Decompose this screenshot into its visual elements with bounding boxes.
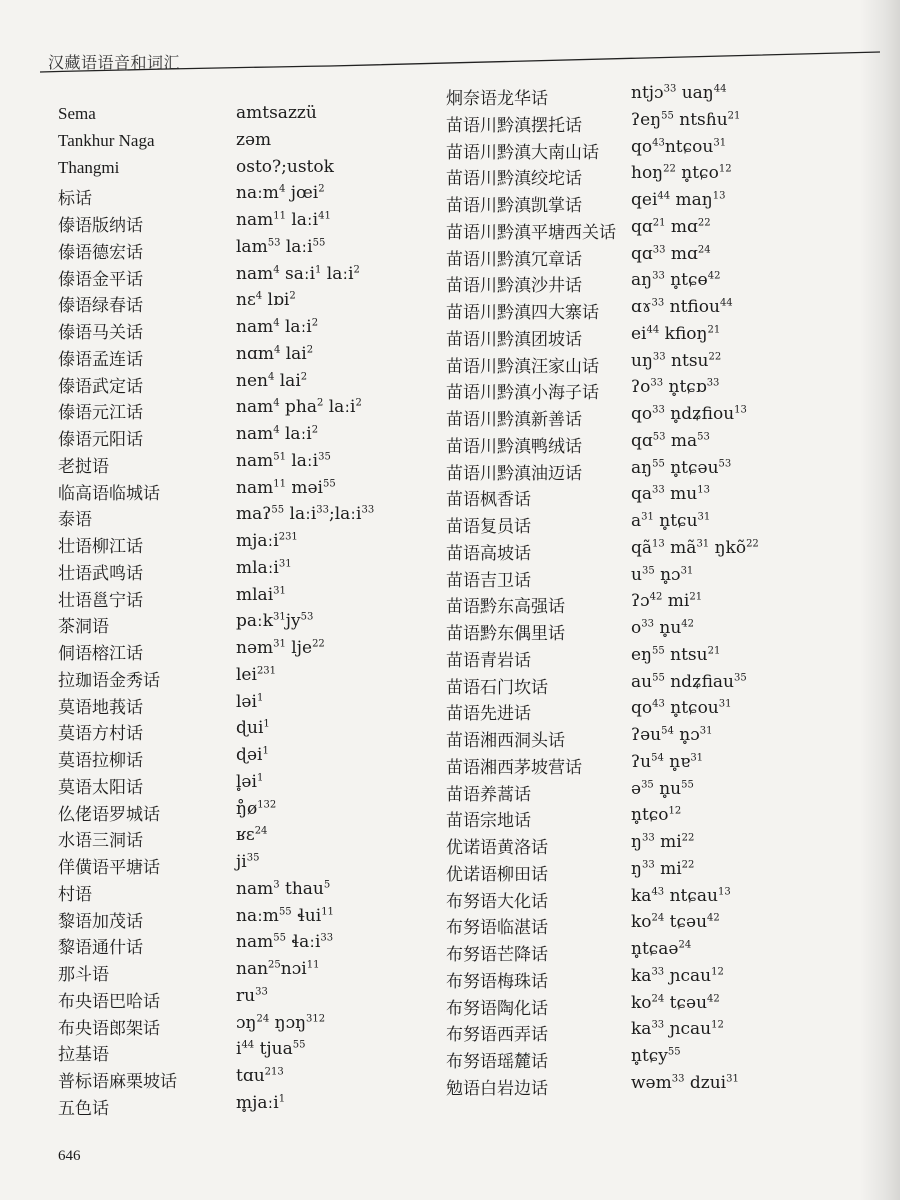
word-form: $ka^{33}$ ɲcau$^{12}$ (631, 1019, 724, 1040)
language-name: 壮语柳江话 (58, 537, 143, 556)
word-form: mjaːi$^{231}$ (236, 531, 298, 551)
word-form: $a^{31}$ n̥tɕu$^{31}$ (631, 511, 711, 531)
word-form: amtsazzü (236, 103, 317, 123)
language-name: 苗语川黔滇油迈话 (446, 463, 582, 483)
language-name: 布努语瑶麓话 (446, 1052, 548, 1071)
language-name: 苗语石门坎话 (446, 677, 548, 697)
language-name: 傣语金平话 (58, 269, 143, 289)
language-name: 苗语宗地话 (446, 811, 531, 831)
word-form: $ka^{33}$ ɲcau$^{12}$ (631, 965, 724, 986)
language-name: 苗语川黔滇平塘西关话 (446, 222, 616, 242)
language-name: 苗语川黔滇沙井话 (446, 276, 582, 296)
language-name: 苗语川黔滇汪家山话 (446, 356, 599, 376)
language-name: 布努语陶化话 (446, 998, 548, 1018)
word-form: wəm$^{33}$ dzui$^{31}$ (631, 1072, 739, 1093)
language-name: 苗语川黔滇团坡话 (446, 329, 582, 349)
language-name: 傣语德宏话 (58, 242, 143, 262)
word-form: ɖui$^1$ (236, 718, 270, 739)
language-name: 茶洞语 (58, 617, 109, 637)
language-name: 泰语 (58, 510, 92, 530)
language-name: 苗语川黔滇鸭绒话 (446, 436, 582, 456)
word-form: nam$^4$ laːi$^2$ (236, 424, 319, 444)
language-name: 苗语川黔滇凯掌话 (446, 196, 582, 215)
word-form: lei$^{231}$ (236, 664, 277, 685)
language-name: 壮语邕宁话 (58, 590, 143, 610)
language-name: 普标语麻栗坡话 (58, 1072, 177, 1091)
word-form: nam$^3$ thau$^5$ (236, 878, 331, 899)
language-name: 村语 (58, 884, 92, 904)
language-name: 黎语加茂话 (58, 911, 143, 931)
word-form: nɑm$^4$ lai$^2$ (236, 343, 314, 364)
language-name: 拉珈语金秀话 (58, 670, 160, 690)
word-form: nam$^4$ saːi$^1$ laːi$^2$ (236, 263, 360, 284)
word-form: ə$^{35}$ $n̥u^{55}$ (631, 778, 694, 799)
word-form: $qa^{33}$ $mu^{13}$ (631, 484, 710, 505)
word-form: $ŋ̊ø^{132}$ (236, 798, 277, 819)
word-form: qei$^{44}$ maŋ$^{13}$ (631, 190, 726, 210)
word-form: nan$^{25}$nɔi$^{11}$ (236, 959, 320, 979)
word-form: lam$^{53}$ laːi$^{55}$ (236, 236, 326, 257)
language-name: 布央语郎架话 (58, 1018, 160, 1038)
word-form: $ru^{33}$ (236, 985, 268, 1006)
word-form: $ei^{44}$ kfioŋ$^{21}$ (631, 323, 721, 344)
word-form: $aŋ^{55}$ n̥tɕəu$^{53}$ (631, 457, 732, 478)
language-name: 苗语枫香话 (446, 490, 531, 510)
language-name: 布努语芒降话 (446, 945, 548, 964)
word-form: zəm (236, 129, 272, 150)
word-form: mlaːi$^{31}$ (236, 557, 292, 578)
language-name: 苗语川黔滇摆托话 (446, 115, 582, 135)
word-form: ɑɤ$^{33}$ ntfiou$^{44}$ (631, 297, 733, 317)
word-form: n̥tɕo$^{12}$ (631, 805, 682, 826)
word-form: qɑ$^{33}$ mɑ$^{24}$ (631, 243, 711, 264)
word-form: nam$^4$ pha$^2$ laːi$^2$ (236, 397, 362, 418)
word-form: ʔu$^{54}$ n̥ɐ$^{31}$ (631, 751, 704, 772)
language-name: 傣语绿春话 (58, 296, 143, 316)
language-name: 那斗语 (58, 965, 109, 984)
word-form: $ko^{24}$ tɕəu$^{42}$ (631, 912, 720, 933)
word-form: nɛ$^4$ lɒi$^2$ (236, 290, 296, 311)
language-name: 苗语川黔滇冗章话 (446, 249, 582, 269)
word-form: $u^{35}$ n̥ɔ$^{31}$ (631, 564, 694, 585)
language-name: 五色话 (58, 1098, 109, 1118)
word-form: maʔ$^{55}$ laːi$^{33}$;laːi$^{33}$ (236, 504, 375, 525)
word-form: ntjɔ$^{33}$ uaŋ$^{44}$ (631, 83, 727, 103)
language-name: 苗语川黔滇小海子话 (446, 383, 599, 403)
language-name: Sema (58, 104, 96, 123)
word-form: naːm$^{55}$ ɬui$^{11}$ (236, 905, 334, 926)
language-name: 黎语通什话 (58, 938, 143, 958)
language-name: 苗语黔东偶里话 (446, 624, 565, 643)
word-form: mlai$^{31}$ (236, 584, 286, 605)
language-name: 傣语版纳话 (58, 216, 143, 235)
word-form: ʁɛ$^{24}$ (236, 825, 268, 846)
language-name: Thangmi (58, 157, 120, 177)
running-header: 汉藏语语音和词汇 (48, 55, 181, 72)
word-form: hoŋ$^{22}$ n̥tɕo$^{12}$ (631, 163, 732, 184)
language-name: Tankhur Naga (58, 130, 155, 150)
word-form: $paːk^{31}jy^{53}$ (236, 611, 314, 632)
word-form: ɖəi$^1$ (236, 745, 269, 765)
page-number: 646 (58, 1148, 81, 1164)
word-form: ɔŋ$^{24}$ ŋɔŋ$^{312}$ (236, 1012, 326, 1033)
word-form: ʔɔ$^{42}$ $mi^{21}$ (631, 591, 703, 612)
language-name: 苗语川黔滇大南山话 (446, 142, 599, 162)
word-form: ʔəu$^{54}$ n̥ɔ$^{31}$ (631, 725, 713, 745)
word-form: $ŋ^{33}$ $mi^{22}$ (631, 832, 695, 852)
language-name: 优诺语黄洛话 (446, 838, 548, 857)
language-name: 莫语地莪话 (58, 697, 143, 717)
word-form: qɑ$^{21}$ mɑ$^{22}$ (631, 216, 711, 237)
word-form: n̥tɕaə$^{24}$ (631, 939, 692, 959)
word-form: nam$^4$ laːi$^2$ (236, 317, 319, 337)
language-name: 佯僙语平塘话 (58, 858, 160, 877)
language-name: 莫语太阳话 (58, 777, 143, 797)
language-name: 标话 (58, 189, 92, 209)
language-name: 苗语吉卫话 (446, 570, 531, 590)
language-name: 苗语复员话 (446, 517, 531, 536)
word-form: nam$^{11}$ məi$^{55}$ (236, 477, 336, 498)
language-name: 壮语武鸣话 (58, 563, 143, 583)
word-form: l̥əi$^1$ (236, 771, 264, 792)
word-form: $qo^{43}ntɕou^{31}$ (631, 136, 727, 157)
word-form: tɑu$^{213}$ (236, 1066, 284, 1086)
language-name: 傣语武定话 (58, 376, 143, 396)
language-name: 傣语马关话 (58, 323, 143, 342)
language-name: 傣语元阳话 (58, 430, 143, 449)
language-name: 莫语方村话 (58, 724, 143, 744)
language-name: 苗语高坡话 (446, 543, 531, 563)
word-form: $o^{33}$ $n̥u^{42}$ (631, 618, 695, 638)
language-name: 优诺语柳田话 (446, 864, 548, 884)
language-name: 苗语养蒿话 (446, 784, 531, 804)
word-form: $ji^{35}$ (236, 852, 260, 872)
word-form: qɑ$^{53}$ $ma^{53}$ (631, 430, 710, 451)
language-name: 临高语临城话 (58, 483, 160, 503)
language-name: 苗语川黔滇新善话 (446, 410, 582, 429)
word-form: osto?;ustok (236, 156, 334, 177)
language-name: 布央语巴哈话 (58, 991, 160, 1011)
language-name: 莫语拉柳话 (58, 751, 143, 770)
word-form: $ko^{24}$ tɕəu$^{42}$ (631, 992, 720, 1013)
language-name: 苗语川黔滇四大寨话 (446, 303, 599, 322)
word-form: nen$^4$ lai$^2$ (236, 370, 308, 391)
word-form: $au^{55}$ ndʑfiau$^{35}$ (631, 671, 747, 692)
language-name: 布努语梅珠话 (446, 971, 548, 991)
language-name: 傣语元江话 (58, 403, 143, 423)
language-name: 勉语白岩边话 (446, 1078, 548, 1098)
word-form: ʔeŋ$^{55}$ ntsɦu$^{21}$ (631, 109, 741, 130)
word-form: n̥tɕy$^{55}$ (631, 1046, 681, 1066)
word-form: nam$^{51}$ laːi$^{35}$ (236, 450, 331, 471)
language-name: 苗语川黔滇绞坨话 (446, 169, 582, 189)
language-name: 拉基语 (58, 1045, 109, 1065)
word-form: $ŋ^{33}$ $mi^{22}$ (631, 858, 695, 879)
word-form: $qo^{33}$ n̥dʑfiou$^{13}$ (631, 404, 747, 424)
word-form: $aŋ^{33}$ n̥tɕɵ$^{42}$ (631, 270, 721, 291)
word-form: $i^{44}$ tjua$^{55}$ (236, 1039, 306, 1060)
language-name: 苗语黔东高强话 (446, 597, 565, 617)
word-form: $qo^{43}$ n̥tɕou$^{31}$ (631, 698, 732, 719)
word-form: nəm$^{31}$ lje$^{22}$ (236, 638, 325, 658)
language-name: 苗语湘西茅坡营话 (446, 757, 582, 777)
language-name: 炯奈语龙华话 (446, 89, 548, 108)
language-name: 苗语先进话 (446, 704, 531, 724)
word-form: $uŋ^{33}$ ntsu$^{22}$ (631, 350, 722, 371)
language-name: 侗语榕江话 (58, 644, 143, 663)
language-name: 仫佬语罗城话 (58, 804, 160, 824)
language-name: 苗语湘西洞头话 (446, 731, 565, 750)
word-form: $qã^{13}$ $mã^{31}$ ŋkõ$^{22}$ (631, 537, 759, 558)
word-form: nam$^{55}$ ɬaːi$^{33}$ (236, 932, 334, 953)
language-name: 老挝语 (58, 456, 109, 476)
word-form: ləi$^1$ (236, 691, 264, 712)
word-form: $eŋ^{55}$ ntsu$^{21}$ (631, 644, 721, 665)
language-name: 布努语临湛话 (446, 918, 548, 938)
word-form: $ka^{43}$ ntɕau$^{13}$ (631, 885, 731, 906)
language-name: 水语三洞话 (58, 831, 143, 851)
word-form: m̥jaːi$^1$ (236, 1092, 286, 1113)
language-name: 布努语大化话 (446, 891, 548, 911)
language-name: 傣语孟连话 (58, 349, 143, 369)
language-name: 布努语西弄话 (446, 1025, 548, 1045)
word-form: nam$^{11}$ laːi$^{41}$ (236, 210, 331, 230)
word-form: naːm$^4$ jœi$^2$ (236, 183, 325, 204)
language-name: 苗语青岩话 (446, 650, 531, 670)
word-form: ʔo$^{33}$ n̥tɕɒ$^{33}$ (631, 377, 720, 398)
